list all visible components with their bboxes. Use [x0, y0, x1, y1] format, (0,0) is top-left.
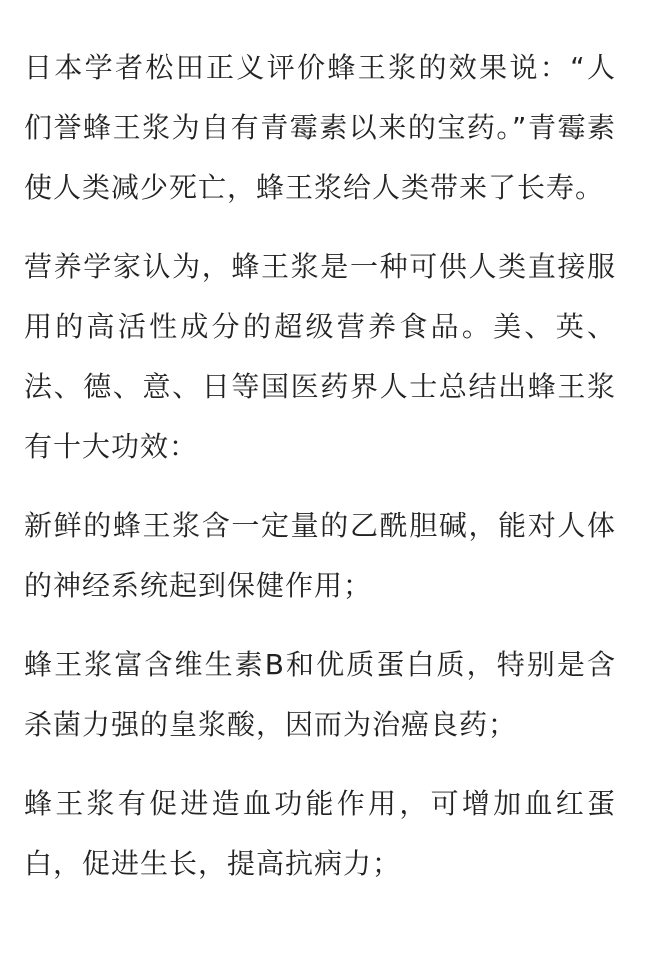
paragraph-nervous-system: 新鲜的蜂王浆含一定量的乙酰胆碱，能对人体的神经系统起到保健作用； — [24, 509, 616, 602]
paragraph-royal-jelly-praise: 日本学者松田正义评价蜂王浆的效果说：“人们誉蜂王浆为自有青霉素以来的宝药。”青霉素使人类减少死亡，蜂王浆给人类带来了长寿。 — [24, 51, 616, 204]
paragraph-nutrition-view: 营养学家认为，蜂王浆是一种可供人类直接服用的高活性成分的超级营养食品。美、英、法、德、意、日等国医药界人士总结出蜂王浆有十大功效： — [24, 250, 616, 463]
paragraph-vitamin-b: 蜂王浆富含维生素B和优质蛋白质，特别是含杀菌力强的皇浆酸，因而为治癌良药； — [24, 648, 616, 741]
paragraph-blood-function: 蜂王浆有促进造血功能作用，可增加血红蛋白，促进生长，提高抗病力； — [24, 787, 616, 880]
